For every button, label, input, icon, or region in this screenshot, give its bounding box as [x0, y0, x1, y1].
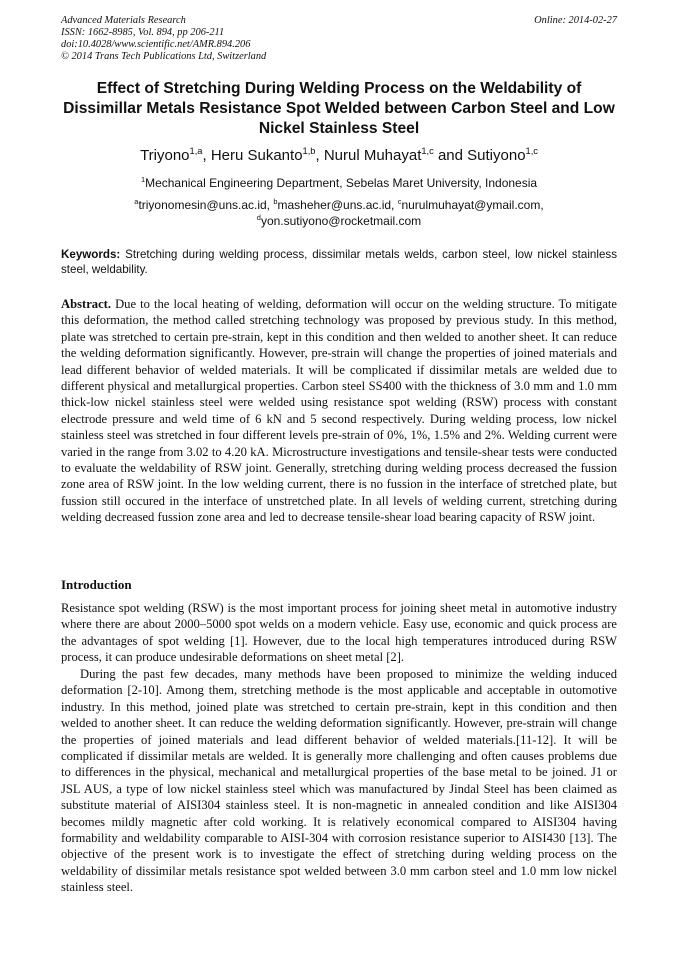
- keywords-block: [61, 247, 617, 277]
- keywords-label: Keywords:: [61, 248, 121, 261]
- issn-line: ISSN: 1662-8985, Vol. 894, pp 206-211: [61, 27, 225, 38]
- journal-header: [61, 15, 617, 63]
- email-list: [61, 197, 617, 229]
- author-list: [61, 147, 617, 165]
- doi-line[interactable]: doi:10.4028/www.scientific.net/AMR.894.206: [61, 39, 251, 50]
- email-address[interactable]: yon.sutiyono@rocketmail.com: [260, 214, 422, 228]
- introduction-paragraph-2: During the past few decades, many methods have been proposed to minimize the welding induced deformation [2-10]. Among them, stretching methode is the most applicable and acceptable in outomotive industry. In this method, joined plate was stretched to certain pre-strain, kept in this condition and then welded to another sheet. It can reduce the welding deformation significantly. However, pre-strain will change the properties of joined materials and lead different behavior of welded materials.[11-12]. It will be complicated if dissimilar metals are welded. It is generally more challenging and often causes problems due to differences in the physical, mechanical and metallurgical properties of the base metal to be joined. J1 or JSL AUS, a type of low nickel stainless steel which was manufactured by Jindal Steel has been claimed as substitute material of AISI304 stainless steel. It is non-magnetic in annealed condition and like AISI304 becomes mildly magnetic after cold working. It is relatively economical compared to AISI304 having formability and weldability comparable to AISI-304 with corrosion resistance superior to AISI430 [13]. The objective of the present work is to investigate the effect of stretching during welding process on the weldability of dissimilar metals resistance spot welded between 3.0 mm carbon steel and 1.0 mm low nickel stainless steel.: [61, 667, 617, 895]
- journal-name: Advanced Materials Research: [61, 15, 186, 26]
- email-address[interactable]: masheher@uns.ac.id,: [277, 198, 398, 212]
- abstract-block: [61, 296, 617, 526]
- author-name: Triyono: [140, 147, 190, 164]
- introduction-heading: Introduction: [61, 577, 132, 592]
- email-address[interactable]: nurulmuhayat@ymail.com,: [401, 198, 544, 212]
- author-separator: ,: [202, 147, 211, 164]
- keywords-text: Stretching during welding process, dissimilar metals welds, carbon steel, low nickel stainless steel, weldability.: [61, 248, 617, 276]
- paper-title: Effect of Stretching During Welding Process on the Weldability of Dissimillar Metals Resistance Spot Welded between Carbon Steel and Low Nickel Stainless Steel: [63, 80, 615, 137]
- author-superscript: 1,c: [525, 146, 538, 156]
- abstract-label: Abstract.: [61, 297, 112, 311]
- introduction-paragraph-1: Resistance spot welding (RSW) is the most important process for joining sheet metal in automotive industry where there are about 2000–5000 spot welds on a modern vehicle. Easy use, economic and quick process are the advantages of spot welding [1]. However, due to the local high temperatures introduced during RSW process, it can produce undesirable deformations on sheet metal [2].: [61, 601, 617, 665]
- author-separator: ,: [315, 147, 324, 164]
- affiliation-superscript: 1: [140, 175, 146, 184]
- email-line-1: [61, 197, 617, 213]
- email-superscript: b: [273, 197, 278, 206]
- affiliation-text: Mechanical Engineering Department, Sebelas Maret University, Indonesia: [145, 176, 538, 190]
- author-superscript: 1,a: [189, 146, 203, 156]
- email-superscript: d: [256, 213, 261, 222]
- author-separator: and: [433, 147, 468, 164]
- email-superscript: c: [397, 197, 402, 206]
- online-date: Online: 2014-02-27: [534, 15, 617, 26]
- email-superscript: a: [134, 197, 139, 206]
- author-superscript: 1,b: [302, 146, 316, 156]
- email-address[interactable]: triyonomesin@uns.ac.id,: [138, 198, 274, 212]
- author-name: Sutiyono: [467, 147, 526, 164]
- email-line-2: [61, 213, 617, 229]
- author-superscript: 1,c: [421, 146, 434, 156]
- author-name: Heru Sukanto: [210, 147, 303, 164]
- affiliation: [61, 175, 617, 191]
- abstract-text: Due to the local heating of welding, deformation will occur on the welding structure. To mitigate this deformation, the method called stretching technology was proposed by previous study. In this method, plate was stretched to certain pre-strain, kept in this condition and then welded to another sheet. It can reduce the welding deformation significantly. However, pre-strain will change the properties of joined materials and lead different behavior of welded materials. It will be complicated if dissimilar metals are welded due to different physical and metallurgical properties. Carbon steel SS400 with the thickness of 3.0 mm and 1.0 mm thick-low nickel stainless steel were welded using resistance spot welding (RSW) process with constant electrode pressure and weld time of 6 kN and 5 second respectively. During welding process, low nickel stainless steel was stretched in four different levels pre-strain of 0%, 1%, 1.5% and 2%. Welding current were varied in the range from 3.02 to 4.20 kA. Microstructure investigations and tensile-shear tests were conducted to evaluate the weldability of RSW joint. Generally, stretching during welding process decreased the fussion zone area of RSW joint. In the low welding current, there is no fussion in the interface of stretched plate, but fussion still occured in the interface of unstretched plate. In all levels of welding current, stretching during welding decreased fussion zone area and led to decrease tensile-shear load bearing capacity of RSW joint.: [61, 297, 617, 525]
- author-name: Nurul Muhayat: [323, 147, 422, 164]
- copyright-line: © 2014 Trans Tech Publications Ltd, Switzerland: [61, 51, 267, 62]
